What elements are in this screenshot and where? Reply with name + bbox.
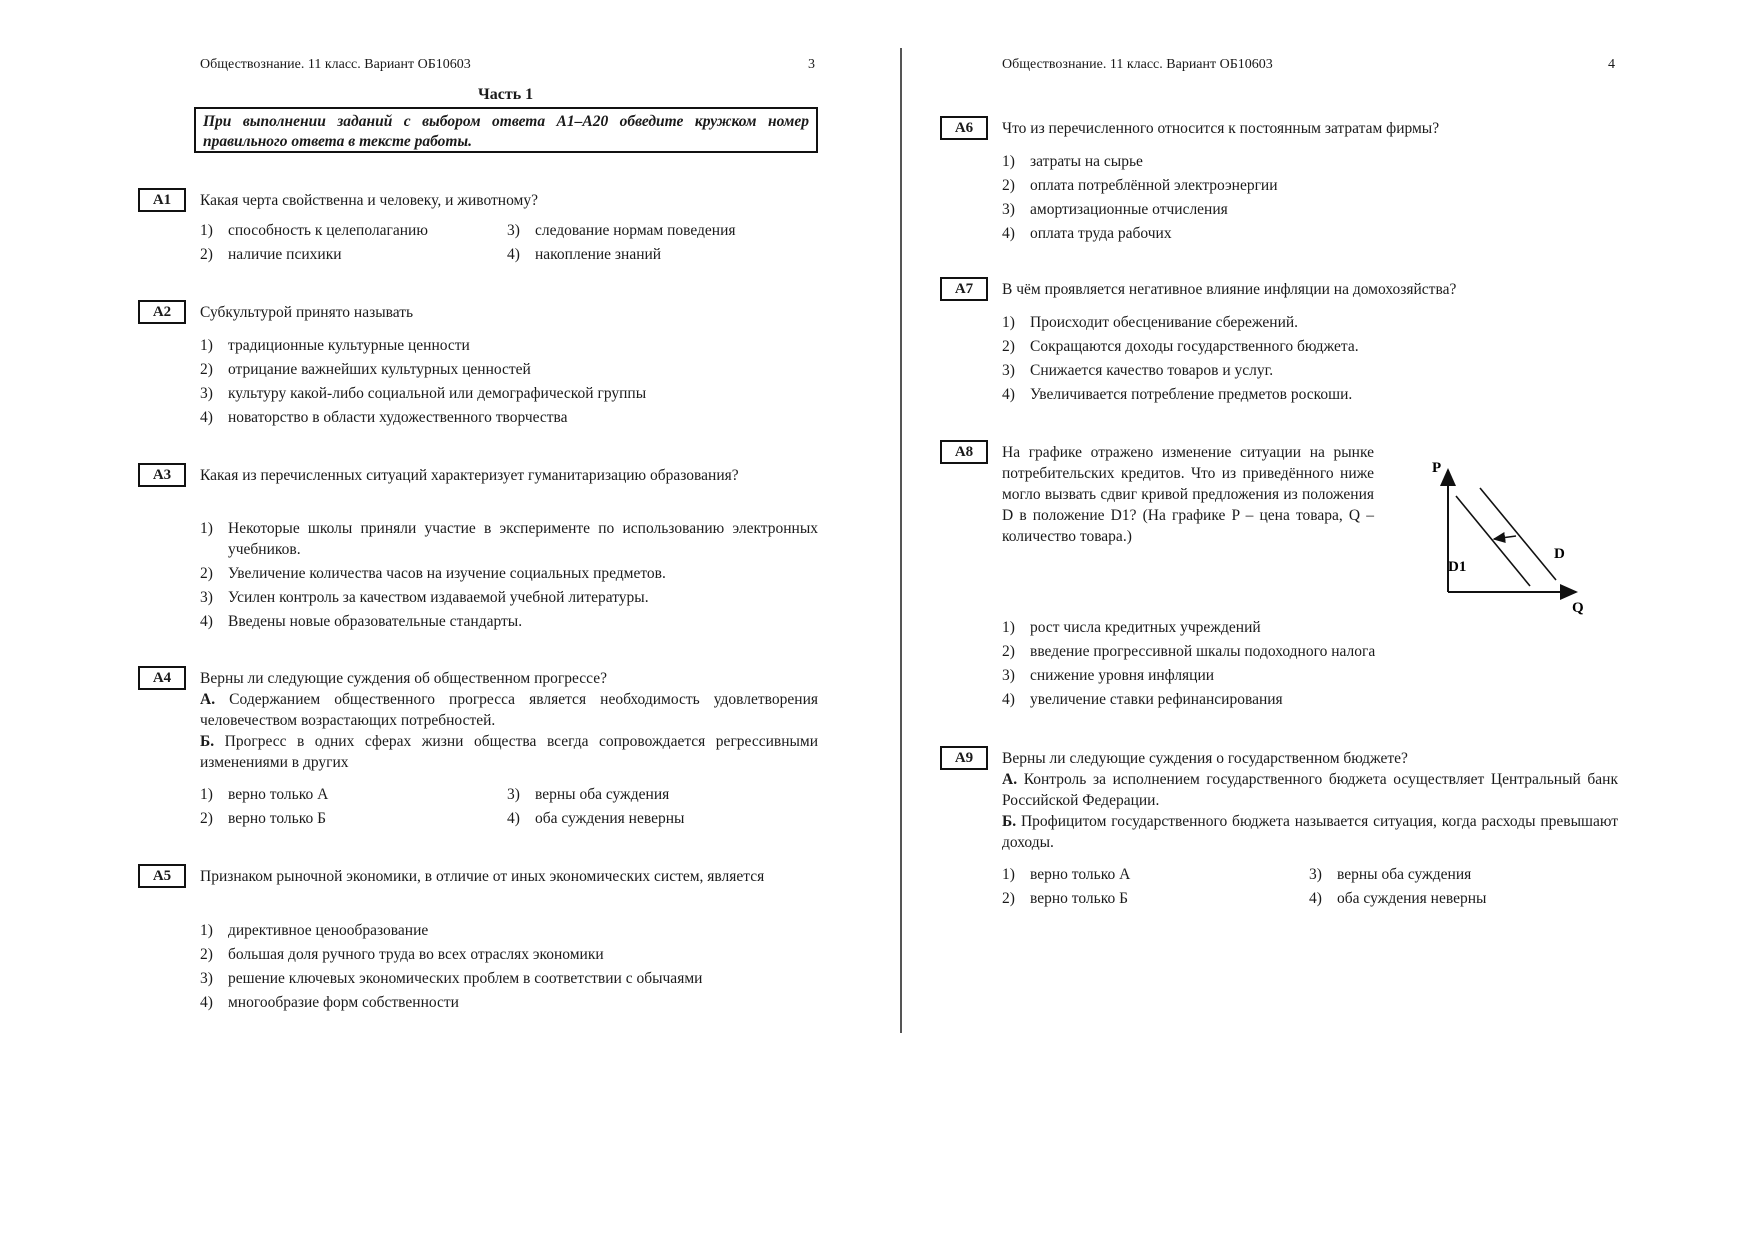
question-text: Признаком рыночной экономики, в отличие от иных экономических систем, является xyxy=(200,868,765,885)
right-page-header: Обществознание. 11 класс. Вариант ОБ10603 xyxy=(1002,57,1273,72)
option-3[interactable]: 3) снижение уровня инфляции xyxy=(1002,667,1215,684)
option-1[interactable]: 1) Некоторые школы приняли участие в эксперименте по использованию электронных учебников. xyxy=(200,520,818,558)
option-2[interactable]: 2) отрицание важнейших культурных ценностей xyxy=(200,361,531,378)
options-list xyxy=(200,518,818,635)
option-2[interactable]: 2) Сокращаются доходы государственного бюджета. xyxy=(1002,338,1359,355)
option-2[interactable]: 2) оплата потреблённой электроэнергии xyxy=(1002,177,1278,194)
option-3[interactable]: 3) Усилен контроль за качеством издаваемой учебной литературы. xyxy=(200,589,649,606)
option-3[interactable]: 3) следование нормам поведения xyxy=(507,222,736,239)
curve-label-d: D xyxy=(1554,546,1565,562)
option-1[interactable]: 1) рост числа кредитных учреждений xyxy=(1002,619,1261,636)
option-3[interactable]: 3) амортизационные отчисления xyxy=(1002,201,1228,218)
supply-shift-graph xyxy=(1424,458,1590,618)
option-2[interactable]: 2) Увеличение количества часов на изучение социальных предметов. xyxy=(200,565,666,582)
options-list xyxy=(1002,150,1618,246)
question-text xyxy=(1002,748,1618,853)
question-label: А2 xyxy=(138,300,186,324)
question-intro: Верны ли следующие суждения о государственном бюджете? xyxy=(1002,750,1408,767)
question-label: А5 xyxy=(138,864,186,888)
question-label: А3 xyxy=(138,463,186,487)
option-4[interactable]: 4) накопление знаний xyxy=(507,246,662,263)
option-4[interactable]: 4) оба суждения неверны xyxy=(1309,890,1487,907)
question-label: А4 xyxy=(138,666,186,690)
question-text xyxy=(200,668,818,773)
option-3[interactable]: 3) верны оба суждения xyxy=(507,786,670,803)
question-label: А8 xyxy=(940,440,988,464)
option-3[interactable]: 3) культуру какой-либо социальной или демографической группы xyxy=(200,385,647,402)
option-2[interactable]: 2) верно только Б xyxy=(1002,890,1128,907)
option-4[interactable]: 4) оплата труда рабочих xyxy=(1002,225,1172,242)
statement-b: Б. Прогресс в одних сферах жизни общества всегда сопровождается регрессивными изменениями в других xyxy=(200,733,819,771)
option-4[interactable]: 4) многообразие форм собственности xyxy=(200,994,459,1011)
options-list xyxy=(1002,311,1618,407)
axis-label-q: Q xyxy=(1572,600,1584,616)
question-label: А9 xyxy=(940,746,988,770)
question-intro: Верны ли следующие суждения об общественном прогрессе? xyxy=(200,670,607,687)
left-page-header: Обществознание. 11 класс. Вариант ОБ10603 xyxy=(200,57,471,72)
statement-a: А. Содержанием общественного прогресса является необходимость удовлетворения человечеством возрастающих потребностей. xyxy=(200,691,818,729)
axis-label-p: P xyxy=(1432,460,1442,476)
curve-label-d1: D1 xyxy=(1448,559,1467,575)
option-3[interactable]: 3) верны оба суждения xyxy=(1309,866,1472,883)
question-text: Какая черта свойственна и человеку, и животному? xyxy=(200,192,538,209)
option-1[interactable]: 1) Происходит обесценивание сбережений. xyxy=(1002,314,1299,331)
option-4[interactable]: 4) новаторство в области художественного творчества xyxy=(200,409,568,426)
option-3[interactable]: 3) решение ключевых экономических проблем в соответствии с обычаями xyxy=(200,970,703,987)
curve-d xyxy=(1480,488,1556,580)
question-label: А6 xyxy=(940,116,988,140)
option-1[interactable]: 1) верно только А xyxy=(1002,866,1131,883)
question-text: Что из перечисленного относится к постоянным затратам фирмы? xyxy=(1002,120,1440,137)
page-divider xyxy=(900,48,902,1033)
options-list xyxy=(200,919,818,1015)
right-page-number: 4 xyxy=(1608,57,1615,72)
question-label: А7 xyxy=(940,277,988,301)
option-1[interactable]: 1) директивное ценообразование xyxy=(200,922,429,939)
options-list xyxy=(1002,616,1618,712)
option-1[interactable]: 1) традиционные культурные ценности xyxy=(200,337,470,354)
option-4[interactable]: 4) Увеличивается потребление предметов роскоши. xyxy=(1002,386,1353,403)
option-2[interactable]: 2) введение прогрессивной шкалы подоходного налога xyxy=(1002,643,1376,660)
option-2[interactable]: 2) наличие психики xyxy=(200,246,342,263)
option-1[interactable]: 1) затраты на сырье xyxy=(1002,153,1143,170)
option-1[interactable]: 1) верно только А xyxy=(200,786,329,803)
statement-a: А. Контроль за исполнением государственного бюджета осуществляет Центральный банк Российской Федерации. xyxy=(1002,771,1619,809)
option-4[interactable]: 4) увеличение ставки рефинансирования xyxy=(1002,691,1283,708)
option-2[interactable]: 2) верно только Б xyxy=(200,810,326,827)
question-label: А1 xyxy=(138,188,186,212)
option-4[interactable]: 4) Введены новые образовательные стандарты. xyxy=(200,613,523,630)
question-text: На графике отражено изменение ситуации на рынке потребительских кредитов. Что из приведённого ниже могло вызвать сдвиг кривой предложения из положения D в положение D1? (На графике P – цена товара, Q – количество товара.) xyxy=(1002,444,1374,545)
option-2[interactable]: 2) большая доля ручного труда во всех отраслях экономики xyxy=(200,946,604,963)
question-text: Какая из перечисленных ситуаций характеризует гуманитаризацию образования? xyxy=(200,467,739,484)
shift-arrow xyxy=(1494,536,1516,539)
option-4[interactable]: 4) оба суждения неверны xyxy=(507,810,685,827)
options-list xyxy=(200,334,818,430)
part-title: Часть 1 xyxy=(478,86,534,103)
statement-b: Б. Профицитом государственного бюджета называется ситуация, когда расходы превышают доходы. xyxy=(1002,813,1618,851)
question-text: В чём проявляется негативное влияние инфляции на домохозяйства? xyxy=(1002,281,1457,298)
option-1[interactable]: 1) способность к целеполаганию xyxy=(200,222,428,239)
option-3[interactable]: 3) Снижается качество товаров и услуг. xyxy=(1002,362,1274,379)
instruction-box: При выполнении заданий с выбором ответа А1–А20 обведите кружком номер правильного ответа в тексте работы. xyxy=(194,107,818,153)
curve-d1 xyxy=(1456,496,1530,586)
question-text: Субкультурой принято называть xyxy=(200,304,414,321)
left-page-number: 3 xyxy=(808,57,815,72)
